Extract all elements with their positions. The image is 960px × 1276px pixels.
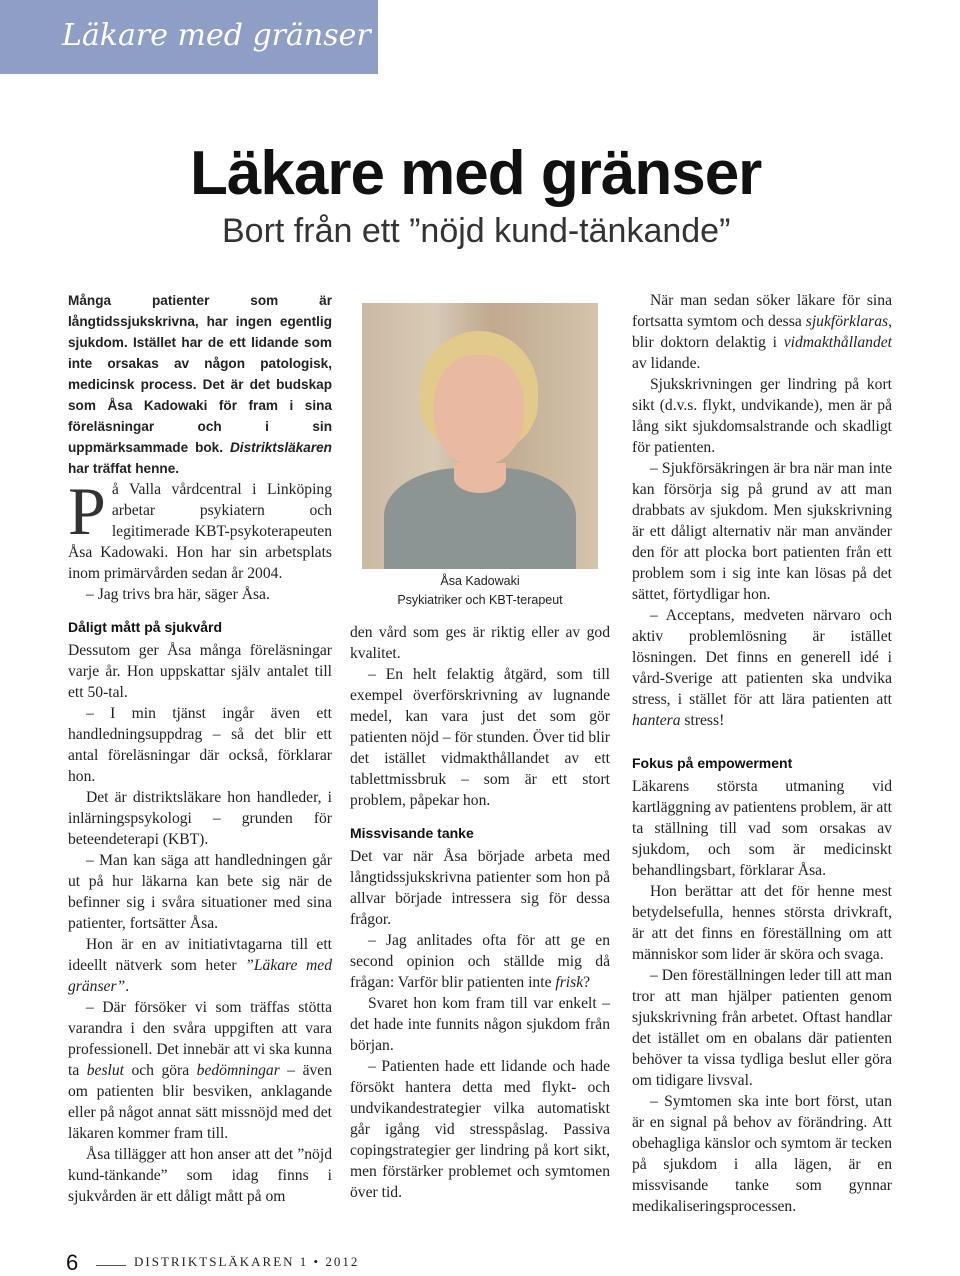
section-header-band — [0, 0, 378, 74]
paragraph — [68, 997, 332, 1144]
paragraph: – En helt felaktig åtgärd, som till exempel överförskrivning av lugnande medel, kan vara just det som gör patienten nöjd – för stunden. Över tid blir det istället vidmakthållandet av ett tablettmissbruk – som är ett stort problem, påpekar hon. — [350, 666, 610, 809]
lede-tail: har träffat henne. — [68, 461, 180, 476]
paragraph: – Den föreställningen leder till att man tror att man hjälper patienten genom sjukskrivning från arbetet. Oftast handlar det istället om en obalans där patienten behöver ta vissa tydliga beslut eller göra om tidigare livsval. — [632, 967, 892, 1089]
footer-rule — [96, 1265, 126, 1266]
network-name: ”Läkare med gränser” — [68, 957, 332, 995]
paragraph: – Sjukförsäkringen är bra när man inte kan försörja sig på grund av att man drabbats av sjukdom. Men sjukskrivning är ett dåligt alternativ när man använder den för att plocka bort patienten från ett problem som i sig inte kan lösas på det sättet, förtydligar hon. — [632, 460, 892, 603]
paragraph: Det var när Åsa började arbeta med långtidssjukskrivna patienter som hon på allvar började intressera sig för dessa frågor. — [350, 848, 610, 928]
text: – Acceptans, medveten närvaro och aktiv problemlösning är istället lösningen. Det finns en generell idé i vård-Sverige att patienten ska undvika stress, i stället för att lära patienten att — [632, 607, 892, 708]
text: – även om patienten blir besviken, anklagande eller på något annat sätt missnöjd med det läkaren kommer fram till. — [68, 1062, 332, 1142]
dropcap: P — [68, 473, 106, 549]
subheading: Fokus på empowerment — [632, 755, 793, 771]
article-subtitle: Bort från ett ”nöjd kund-tänkande” — [222, 212, 731, 250]
first-paragraph — [68, 473, 332, 584]
text: – Där försöker vi som träffas stötta varandra i den svåra uppgiften att vara professionell. Det innebär att vi ska kunna ta — [68, 999, 332, 1079]
paragraph: Dessutom ger Åsa många föreläsningar varje år. Hon uppskattar själv antalet till ett 50-tal. — [68, 642, 332, 701]
paragraph: Hon berättar att det för henne mest betydelsefulla, hennes största drivkraft, är att det finns en föreställning om att människor som lider är sköra och svaga. — [632, 883, 892, 963]
subheading: Missvisande tanke — [350, 825, 474, 841]
text: Hon är en av initiativtagarna till ett ideellt nätverk som heter — [68, 936, 332, 974]
emphasis: sjukförklaras — [805, 313, 889, 330]
paragraph — [632, 290, 892, 374]
lede-text: Många patienter som är långtidssjukskrivna, har ingen egentlig sjukdom. Istället har de ett lidande som inte orsakas av någon patologisk, medicinsk process. Det är det budskap som Åsa Kadowaki för fram i sina föreläsningar och i sin uppmärksammade bok. — [68, 293, 332, 455]
emphasis: beslut — [86, 1062, 124, 1079]
paragraph — [350, 930, 610, 993]
paragraph: – I min tjänst ingår även ett handledningsuppdrag – så det blir ett antal föreläsningar där också, förklarar hon. — [68, 705, 332, 785]
paragraph: Åsa tillägger att hon anser att det ”nöjd kund-tänkande” som idag finns i sjukvården är ett dåligt mått på om — [68, 1146, 332, 1205]
subheading: Dåligt mått på sjukvård — [68, 619, 223, 635]
paragraph: – Symtomen ska inte bort först, utan är en signal på behov av förändring. Att obehagliga känslor och symtom är tecken på sjukdom i alla lägen, är en missvisande tanke som gynnar medikaliseringsprocessen. — [632, 1093, 892, 1215]
emphasis: vidmakthållandet — [783, 334, 892, 351]
emphasis: frisk — [555, 974, 584, 991]
photo-neck — [454, 463, 506, 493]
photo-caption — [350, 572, 610, 610]
portrait-photo — [362, 303, 598, 569]
column-3 — [632, 290, 892, 1217]
column-1 — [68, 290, 332, 1207]
caption-name: Åsa Kadowaki — [440, 574, 520, 588]
text: och göra — [123, 1062, 197, 1079]
paragraph: – Patienten hade ett lidande och hade försökt hantera detta med flykt- och undvikandestrategier vilka automatiskt går igång vid stresspåslag. Passiva copingstrategier ger lindring på kort sikt, men förstärker problemet och symtomen över tid. — [350, 1058, 610, 1201]
emphasis: bedömningar — [196, 1062, 280, 1079]
paragraph: Sjukskrivningen ger lindring på kort sikt (d.v.s. flykt, undvikande), men är på lång sikt sjukdomsalstrande och skadligt för patienten. — [632, 376, 892, 456]
emphasis: hantera — [632, 712, 681, 729]
paragraph: Det är distriktsläkare hon handleder, i inlärningspsykologi – grunden för beteendeterapi (KBT). — [68, 789, 332, 848]
paragraph — [68, 934, 332, 997]
text: ? — [583, 974, 591, 991]
text: av lidande. — [632, 355, 701, 372]
column-2 — [350, 622, 610, 1203]
paragraph: – Jag trivs bra här, säger Åsa. — [86, 586, 270, 603]
first-paragraph-text: å Valla vårdcentral i Linköping arbetar psykiatern och legitimerade KBT-psykoterapeuten Åsa Kadowaki. Hon har sin arbetsplats inom primärvården sedan år 2004. — [68, 481, 332, 582]
text: . — [125, 978, 130, 995]
paragraph — [632, 605, 892, 731]
paragraph: Svaret hon kom fram till var enkelt – det hade inte funnits någon sjukdom från början. — [350, 995, 610, 1054]
page-number: 6 — [66, 1250, 79, 1275]
lede-magazine: Distriktsläkaren — [229, 440, 332, 455]
paragraph: – Man kan säga att handledningen går ut på hur läkarna kan bete sig när de befinner sig i svåra situationer med sina patienter, fortsätter Åsa. — [68, 852, 332, 932]
paragraph: den vård som ges är riktig eller av god kvalitet. — [350, 624, 610, 662]
photo-face — [434, 355, 524, 465]
publication-name: DISTRIKTSLÄKAREN 1 • 2012 — [134, 1254, 360, 1269]
section-label: Läkare med gränser — [62, 18, 371, 53]
text: , blir doktorn delaktig i — [632, 313, 892, 351]
text: stress! — [680, 712, 725, 729]
text: – Jag anlitades ofta för att ge en second opinion och ställde mig då frågan: Varför blir patienten inte — [350, 932, 610, 991]
article-title: Läkare med gränser — [190, 139, 762, 208]
text: När man sedan söker läkare för sina fortsatta symtom och dessa — [632, 292, 892, 330]
paragraph: Läkarens största utmaning vid kartläggning av patientens problem, är att ta ställning till vad som orsakas av sjukdom, och som är medicinskt behandlingsbart, förklarar Åsa. — [632, 778, 892, 879]
lede — [68, 290, 332, 479]
caption-role: Psykiatriker och KBT-terapeut — [397, 593, 563, 607]
